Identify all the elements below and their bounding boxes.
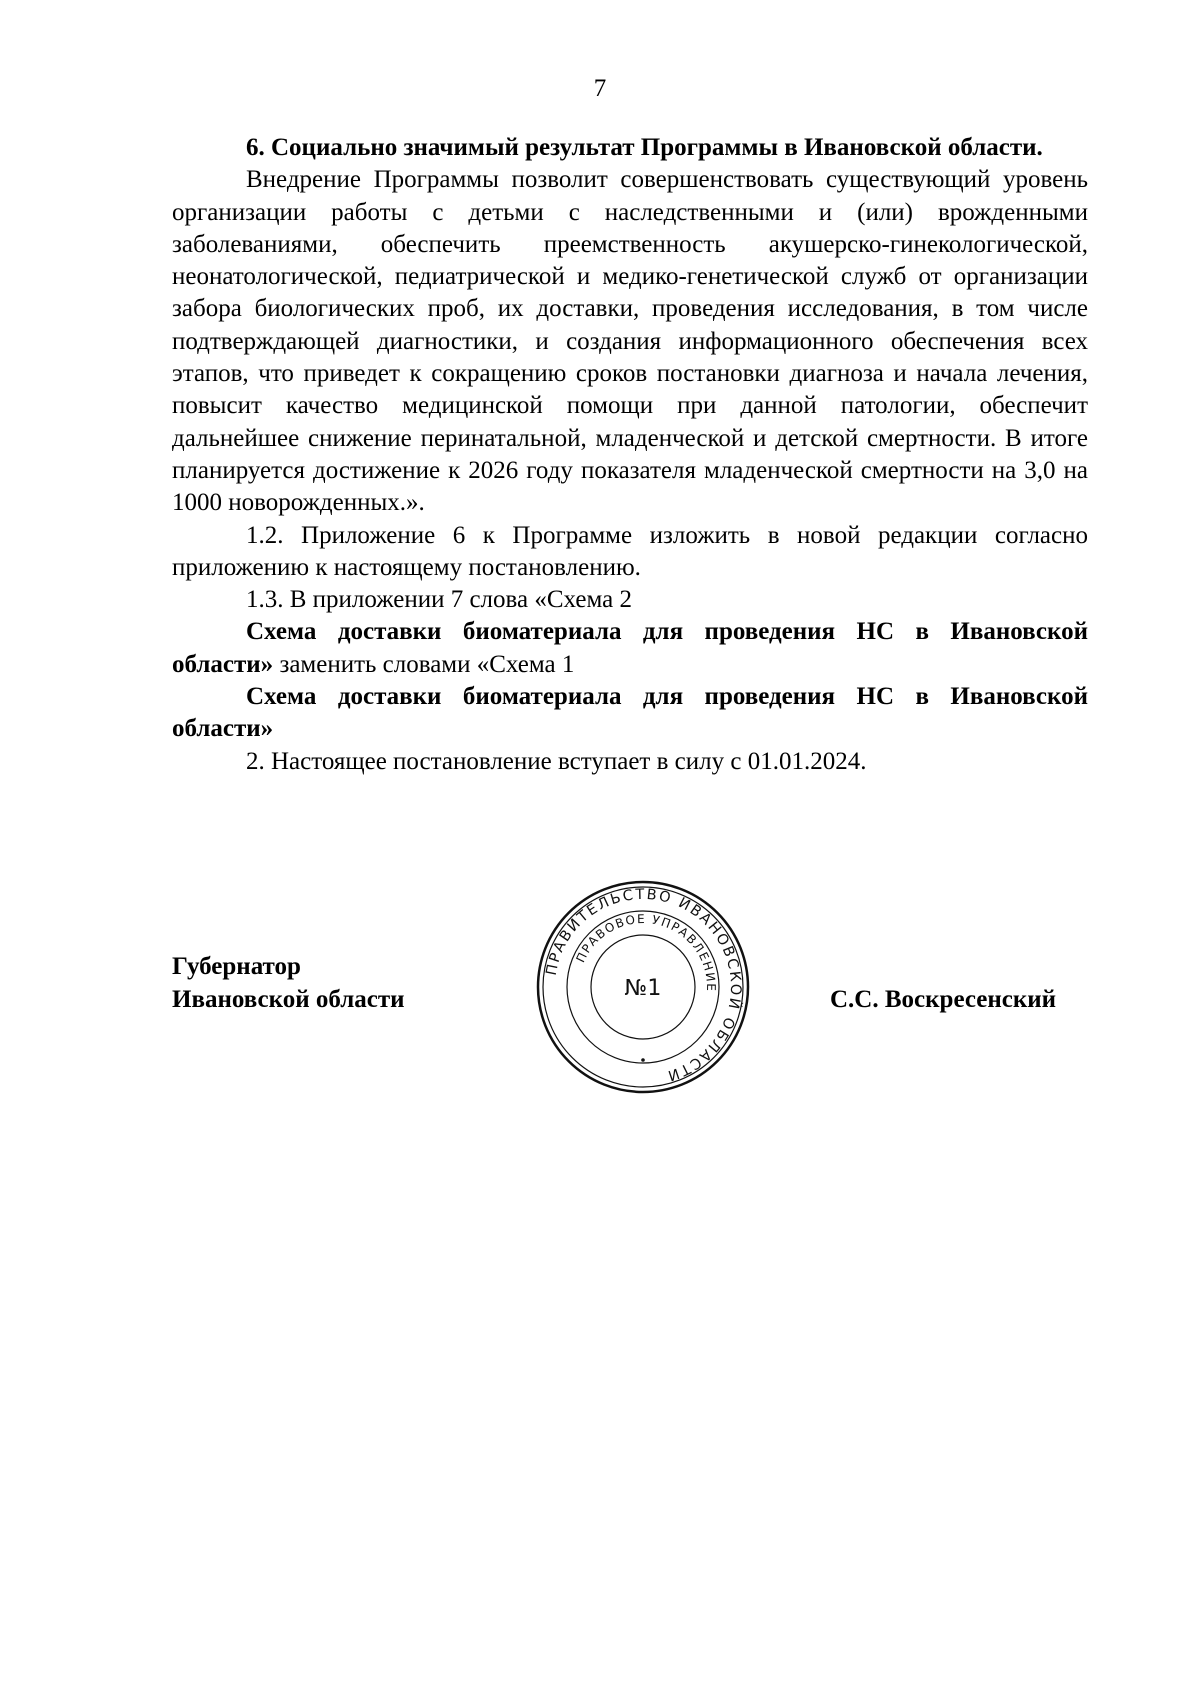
page-number: 7: [593, 75, 607, 102]
document-body: [172, 132, 1088, 778]
stamp-outer-text: ПРАВИТЕЛЬСТВО ИВАНОВСКОЙ ОБЛАСТИ: [543, 886, 744, 1084]
section-paragraph: Внедрение Программы позволит совершенствовать существующий уровень организации работы с детьми с наследственными и (или) врожденными заболеваниями, обеспечить преемственность акушерско-гинекологической, неонатологической, педиатрической и медико-генетической служб от организации забора биологических проб, их доставки, проведения исследования, в том числе подтверждающей диагностики, и создания информационного обеспечения всех этапов, что приведет к сокращению сроков постановки диагноза и начала лечения, повысит качество медицинской помощи при данной патологии, обеспечит дальнейшее снижение перинатальной, младенческой и детской смертности. В итоге планируется достижение к 2026 году показателя младенческой смертности на 3,0 на 1000 новорожденных.».: [172, 166, 1088, 517]
item-2: 2. Настоящее постановление вступает в силу с 01.01.2024.: [246, 747, 867, 775]
stamp-center-number: №1: [624, 976, 662, 1001]
official-stamp: [534, 878, 752, 1096]
item-1-2: 1.2. Приложение 6 к Программе изложить в новой редакции согласно приложению к настоящему постановлению.: [172, 521, 1088, 581]
signatory-title-line2: Ивановской области: [172, 986, 405, 1013]
signatory-name: С.С. Воскресенский: [830, 986, 1057, 1013]
stamp-seal-graphic: [534, 878, 752, 1096]
signatory-title: [172, 950, 405, 1016]
scheme-old-paragraph: [172, 616, 1088, 681]
scheme-old-title: Схема доставки биоматериала для проведения НС в Ивановской области»: [172, 618, 1088, 678]
item-1-3: 1.3. В приложении 7 слова «Схема 2: [246, 586, 632, 614]
section-heading: 6. Социально значимый результат Программы в Ивановской области.: [246, 134, 1043, 161]
signatory-title-line1: Губернатор: [172, 953, 301, 980]
scheme-replace-text: заменить словами «Схема 1: [273, 650, 575, 678]
stamp-inner-text: ПРАВОВОЕ УПРАВЛЕНИЕ: [573, 911, 719, 993]
scheme-new-title: Схема доставки биоматериала для проведения НС в Ивановской области»: [172, 683, 1088, 743]
